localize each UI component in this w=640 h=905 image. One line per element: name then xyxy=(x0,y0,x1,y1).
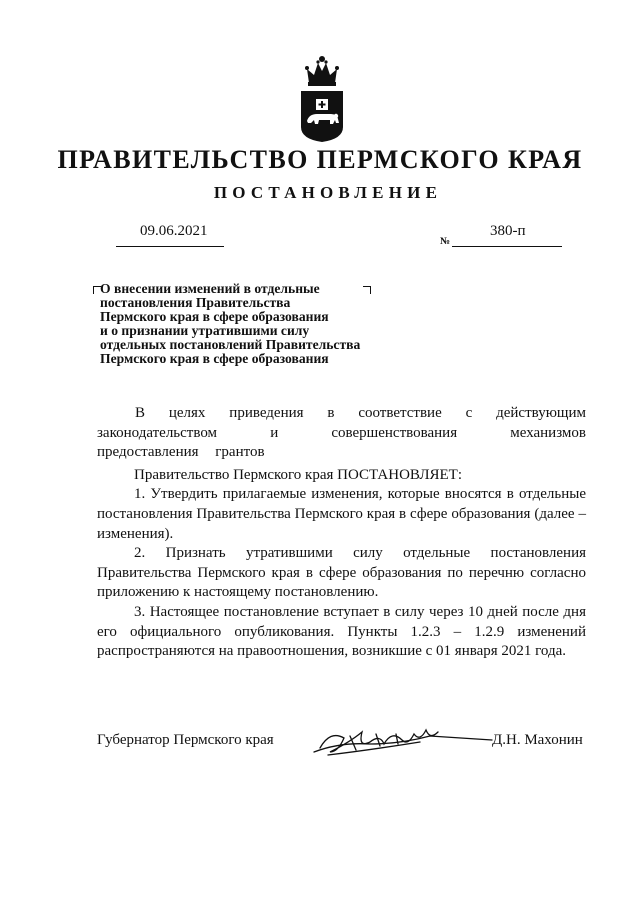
resolves-paragraph: Правительство Пермского края ПОСТАНОВЛЯЕТ: xyxy=(134,466,463,483)
government-title: ПРАВИТЕЛЬСТВО ПЕРМСКОГО КРАЯ xyxy=(57,145,583,174)
item-paragraph-2: 2. Признать утратившими силу отдельные постановления Правительства Пермского края в сфере образования по перечню согласно приложению к настоящему постановлению. xyxy=(97,545,586,601)
signatory-title: Губернатор Пермского края xyxy=(97,732,274,748)
document-body xyxy=(97,404,586,662)
date-underline xyxy=(116,246,224,247)
number-sign: № xyxy=(440,236,451,247)
subject-line: постановления Правительства xyxy=(100,295,291,311)
document-number: 380-п xyxy=(490,223,526,239)
document-subject xyxy=(100,282,410,367)
subject-line: О внесении изменений в отдельные xyxy=(100,281,320,296)
subject-line: Пермского края в сфере образования xyxy=(100,351,329,367)
item-paragraph-1: 1. Утвердить прилагаемые изменения, которые вносятся в отдельные постановления Правительства Пермского края в сфере образования (далее – изменения). xyxy=(97,486,586,542)
subject-line: и о признании утратившими силу xyxy=(100,323,310,339)
preamble-paragraph: В целях приведения в соответствие с действующим законодательством и совершенствования механизмов предоставления грантов xyxy=(97,405,586,461)
number-underline xyxy=(452,246,562,247)
signatory-name: Д.Н. Махонин xyxy=(492,732,583,748)
document-type: ПОСТАНОВЛЕНИЕ xyxy=(213,183,443,202)
document-date: 09.06.2021 xyxy=(140,223,208,239)
coat-of-arms-icon xyxy=(297,53,347,143)
subject-line: Пермского края в сфере образования xyxy=(100,309,329,325)
subject-line: отдельных постановлений Правительства xyxy=(100,337,361,353)
item-paragraph-3: 3. Настоящее постановление вступает в силу через 10 дней после дня его официального опубликования. Пункты 1.2.3 – 1.2.9 изменений распространяются на правоотношения, возникшие с 01 января 2021 года. xyxy=(97,603,586,660)
handwritten-signature-icon xyxy=(310,722,500,760)
